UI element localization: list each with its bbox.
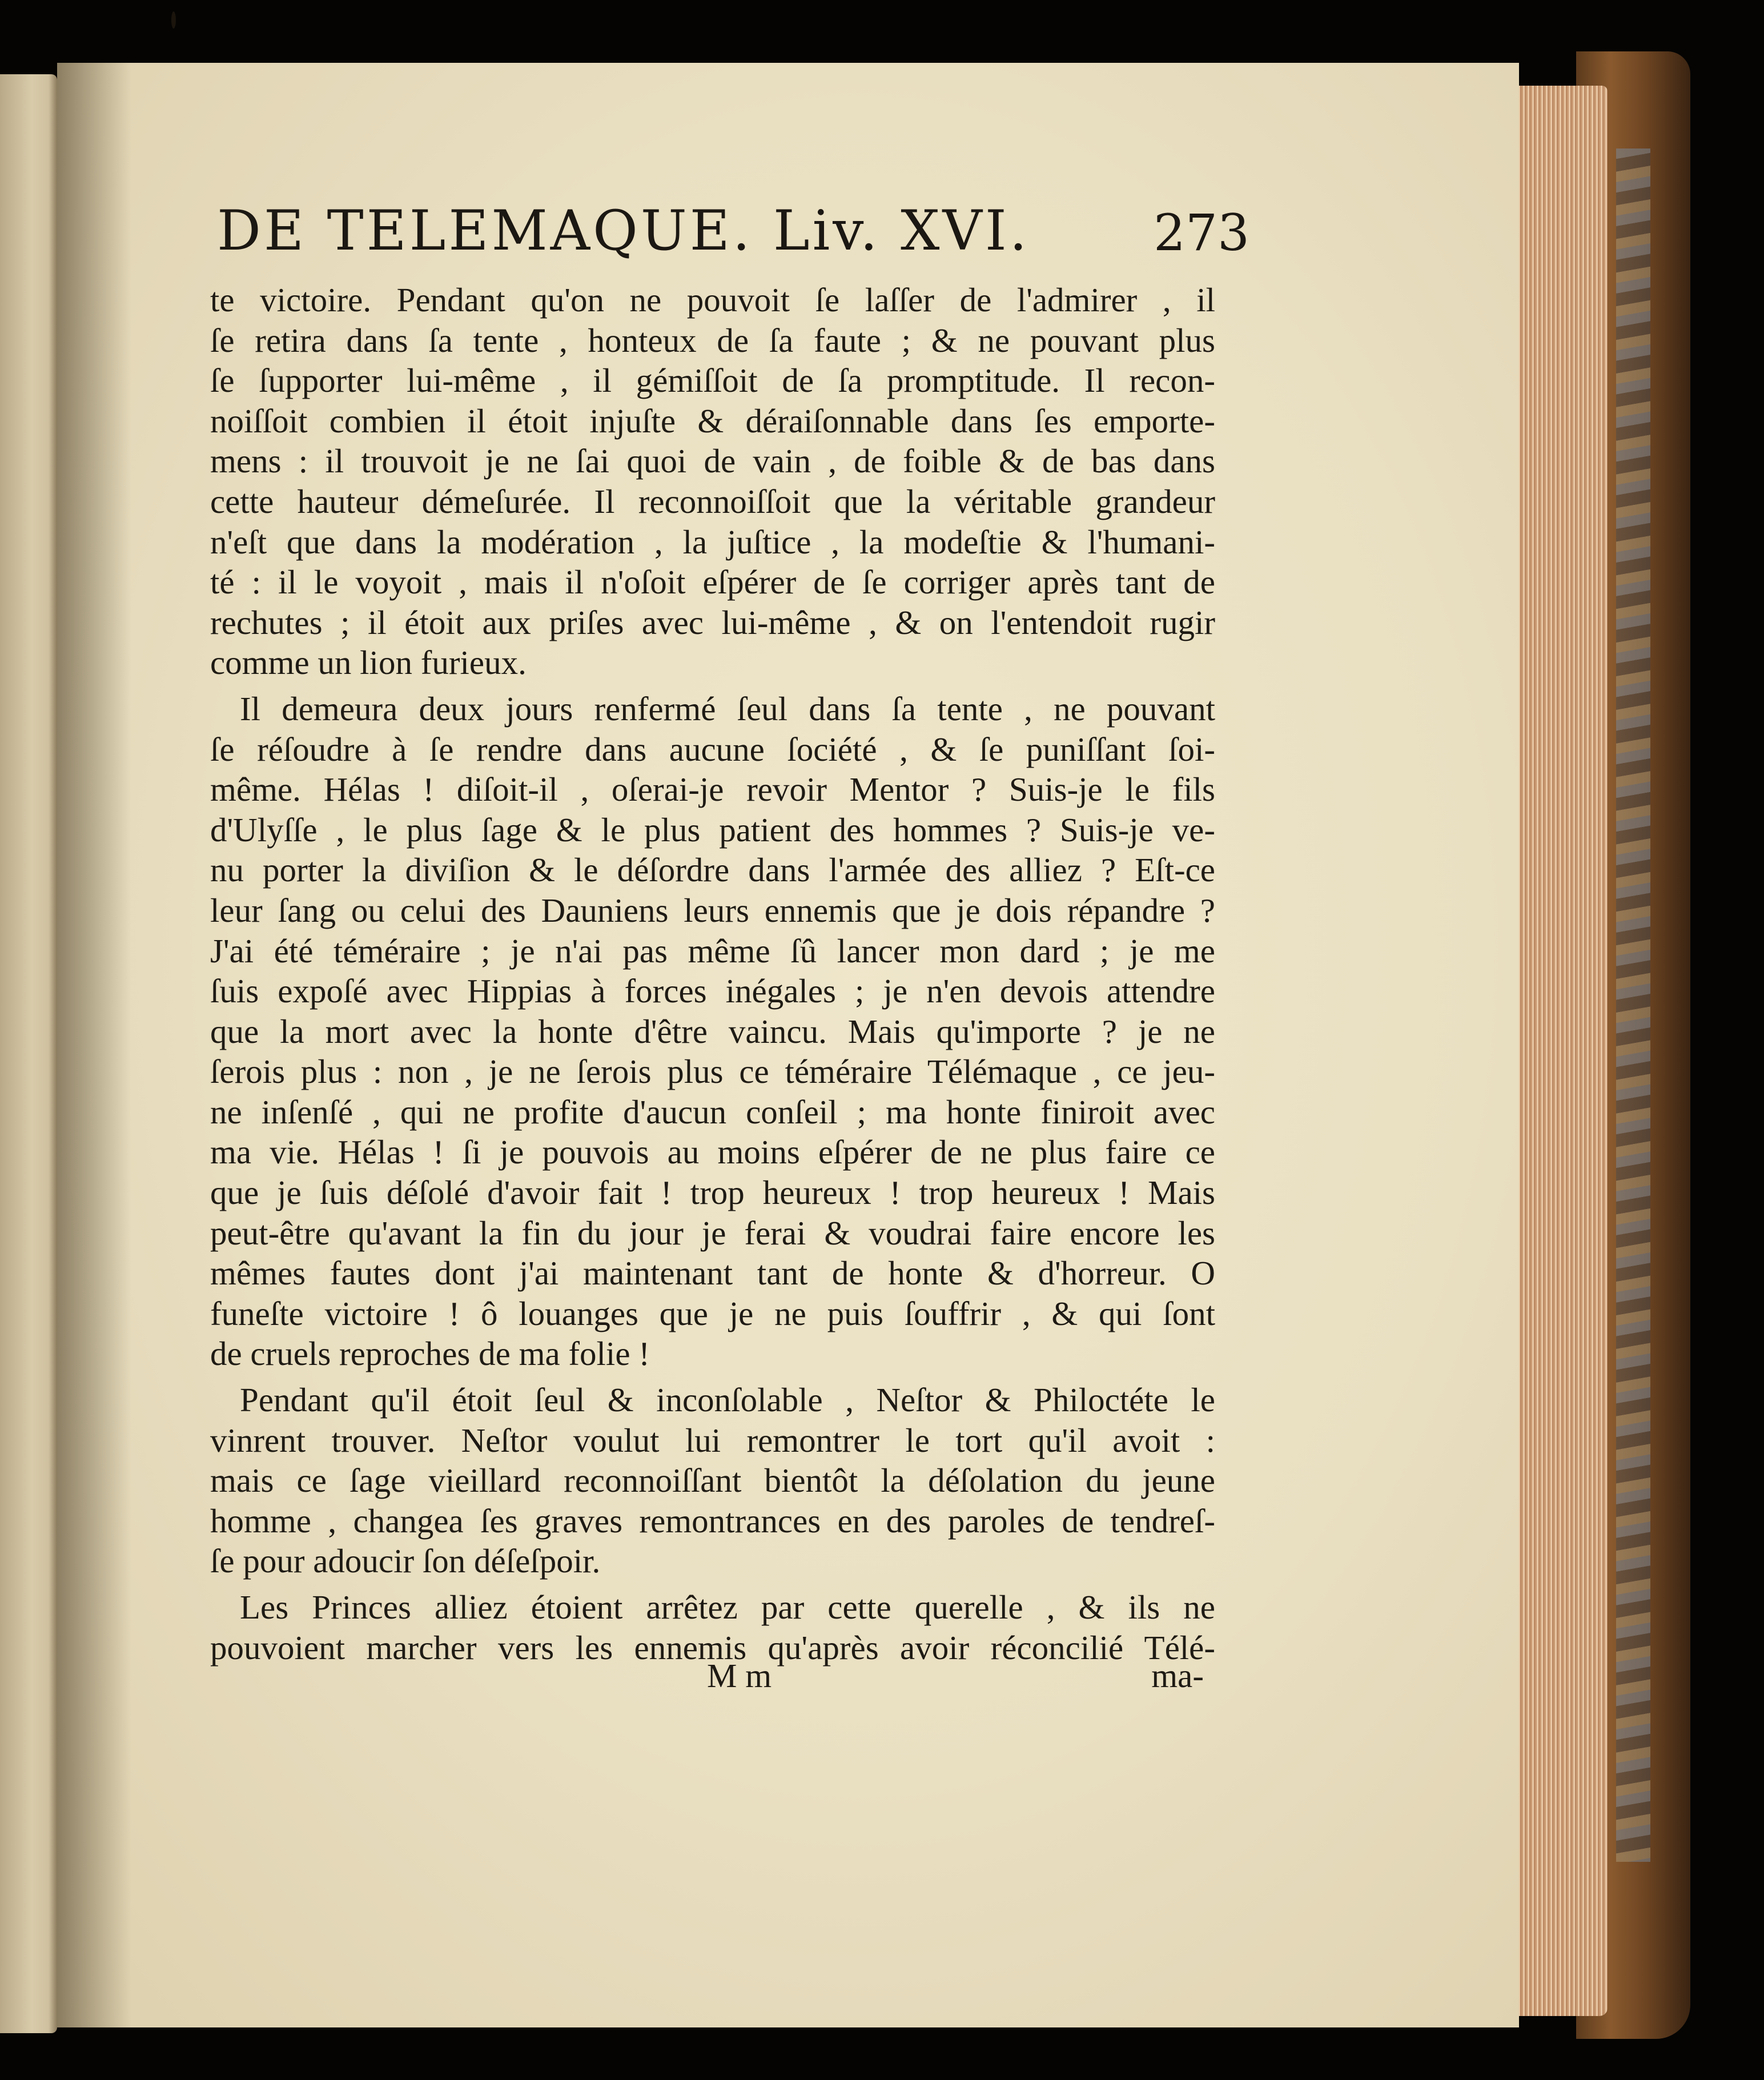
previous-page-edge <box>0 74 57 2033</box>
text-line: funeſte victoire ! ô louanges que je ne puis ſouffrir , & qui ſont <box>210 1294 1215 1332</box>
ink-speck <box>171 11 176 29</box>
text-line: ſe ſupporter lui-même , il gémiſſoit de ſa promptitude. Il recon- <box>210 362 1215 400</box>
text-line: té : il le voyoit , mais il n'oſoit eſpérer de ſe corriger après tant de <box>210 563 1215 601</box>
text-line: de cruels reproches de ma folie ! <box>210 1335 650 1373</box>
text-line: comme un lion furieux. <box>210 644 527 682</box>
text-line: que je ſuis déſolé d'avoir fait ! trop heureux ! trop heureux ! Mais <box>210 1174 1215 1212</box>
text-line: te victoire. Pendant qu'on ne pouvoit ſe laſſer de l'admirer , il <box>210 281 1215 319</box>
text-line: même. Hélas ! diſoit-il , oſerai-je revoir Mentor ? Suis-je le fils <box>210 770 1215 809</box>
marbled-endpaper <box>1616 148 1650 1862</box>
text-line: homme , changea ſes graves remontrances en des paroles de tendreſ- <box>210 1501 1215 1540</box>
text-line: rechutes ; il étoit aux priſes avec lui-même , & on l'entendoit rugir <box>210 603 1215 641</box>
text-line: Il demeura deux jours renfermé ſeul dans ſa tente , ne pouvant <box>240 689 1215 728</box>
text-line: vinrent trouver. Neſtor voulut lui remontrer le tort qu'il avoit : <box>210 1421 1215 1459</box>
text-line: noiſſoit combien il étoit injuſte & déraiſonnable dans ſes emporte- <box>210 401 1215 440</box>
text-line: ne inſenſé , qui ne profite d'aucun conſeil ; ma honte finiroit avec <box>210 1093 1215 1131</box>
body-text <box>210 280 1215 1668</box>
text-line: leur ſang ou celui des Dauniens leurs ennemis que je dois répandre ? <box>210 891 1215 929</box>
page-fore-edges <box>1508 86 1608 2016</box>
text-line: Les Princes alliez étoient arrêtez par cette querelle , & ils ne <box>240 1588 1215 1626</box>
text-line: ſe retira dans ſa tente , honteux de ſa faute ; & ne pouvant plus <box>210 321 1215 359</box>
text-line: ſerois plus : non , je ne ſerois plus ce téméraire Télémaque , ce jeu- <box>210 1053 1215 1091</box>
gutter-shadow <box>57 63 131 2027</box>
text-line: peut-être qu'avant la fin du jour je ferai & voudrai faire encore les <box>210 1214 1215 1252</box>
text-line: nu porter la diviſion & le déſordre dans l'armée des alliez ? Eſt-ce <box>210 851 1215 889</box>
signature-mark: M m <box>707 1657 772 1694</box>
text-line: n'eſt que dans la modération , la juſtice , la modeſtie & l'humani- <box>210 523 1215 561</box>
text-line: ſe pour adoucir ſon déſeſpoir. <box>210 1542 601 1580</box>
text-line: ſuis expoſé avec Hippias à forces inégales ; je n'en devois attendre <box>210 972 1215 1010</box>
text-line: mêmes fautes dont j'ai maintenant tant de honte & d'horreur. O <box>210 1254 1215 1292</box>
page-footer <box>210 1656 1204 1702</box>
page-number: 273 <box>1154 203 1249 262</box>
text-line: J'ai été téméraire ; je n'ai pas même ſû lancer mon dard ; je me <box>210 931 1215 970</box>
running-title: DE TELEMAQUE. Liv. XVI. <box>217 199 1030 263</box>
text-line: que la mort avec la honte d'être vaincu. Mais qu'importe ? je ne <box>210 1012 1215 1050</box>
text-line: mais ce ſage vieillard reconnoiſſant bientôt la déſolation du jeune <box>210 1461 1215 1500</box>
catchword: ma- <box>1151 1657 1204 1694</box>
text-line: d'Ulyſſe , le plus ſage & le plus patient des hommes ? Suis-je ve- <box>210 810 1215 849</box>
text-line: pouvoient marcher vers les ennemis qu'après avoir réconcilié Télé- <box>210 1628 1215 1667</box>
page-header <box>217 199 1249 267</box>
text-line: ma vie. Hélas ! ſi je pouvois au moins eſpérer de ne plus faire ce <box>210 1133 1215 1171</box>
text-line: Pendant qu'il étoit ſeul & inconſolable , Neſtor & Philoctéte le <box>240 1381 1215 1419</box>
text-line: mens : il trouvoit je ne ſai quoi de vain , de foible & de bas dans <box>210 442 1215 480</box>
text-line: ſe réſoudre à ſe rendre dans aucune ſociété , & ſe puniſſant ſoi- <box>210 730 1215 768</box>
text-line: cette hauteur démeſurée. Il reconnoiſſoit que la véritable grandeur <box>210 482 1215 520</box>
book-page <box>57 63 1519 2027</box>
